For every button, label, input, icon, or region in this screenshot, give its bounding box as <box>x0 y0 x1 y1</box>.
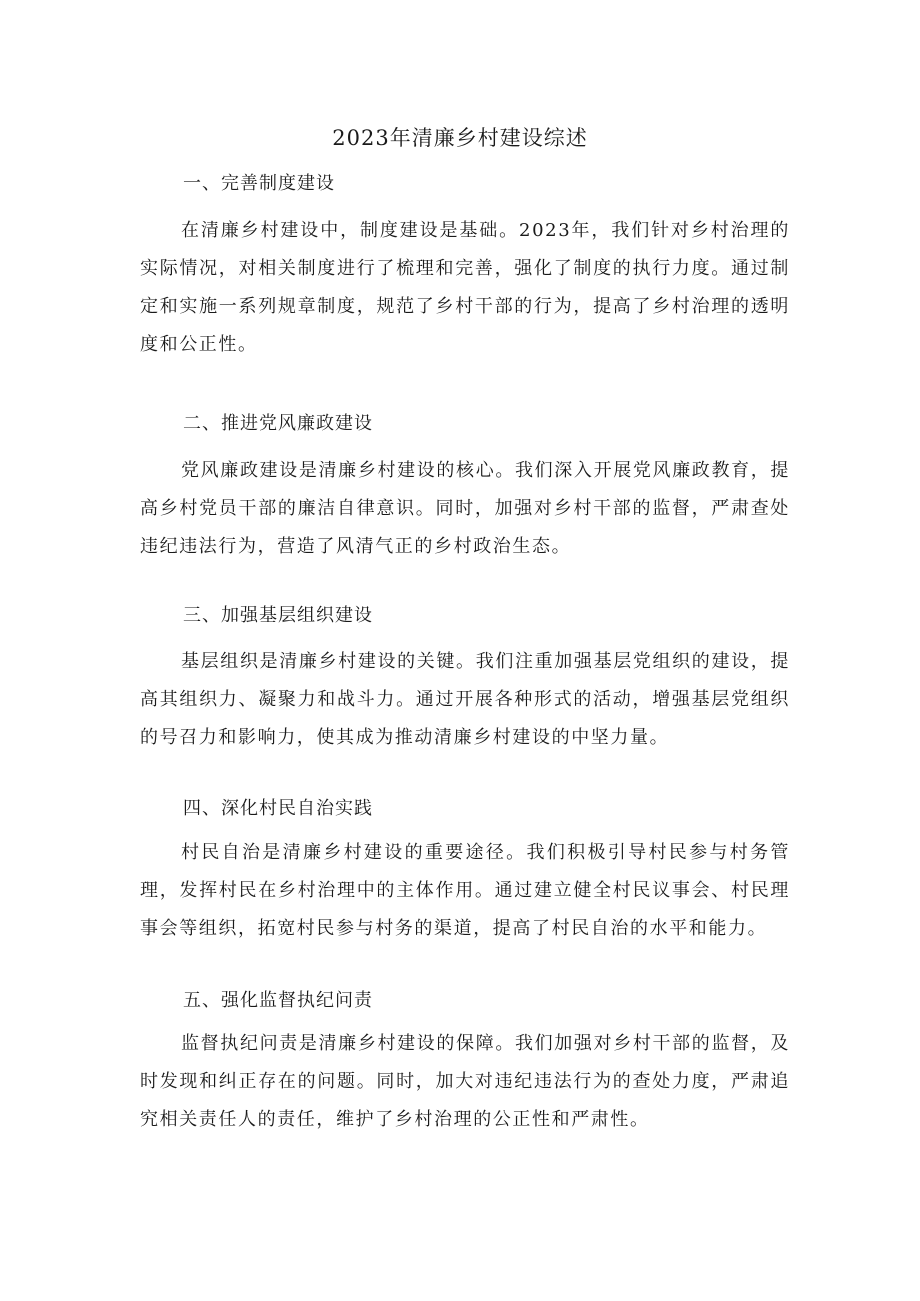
section-heading-5: 五、强化监督执纪问责 <box>183 990 373 1011</box>
section-body-1: 在清廉乡村建设中，制度建设是基础。2023年，我们针对乡村治理的实际情况，对相关制度进行了梳理和完善，强化了制度的执行力度。通过制定和实施一系列规章制度，规范了乡村干部的行为，提高了乡村治理的透明度和公正性。 <box>140 220 790 355</box>
section-body-5: 监督执纪问责是清廉乡村建设的保障。我们加强对乡村干部的监督，及时发现和纠正存在的问题。同时，加大对违纪违法行为的查处力度，严肃追究相关责任人的责任，维护了乡村治理的公正性和严肃性。 <box>140 1033 790 1130</box>
section-heading-2: 二、推进党风廉政建设 <box>183 413 373 434</box>
section-body-3: 基层组织是清廉乡村建设的关键。我们注重加强基层党组织的建设，提高其组织力、凝聚力和战斗力。通过开展各种形式的活动，增强基层党组织的号召力和影响力，使其成为推动清廉乡村建设的中坚力量。 <box>140 651 790 748</box>
section-body-4: 村民自治是清廉乡村建设的重要途径。我们积极引导村民参与村务管理，发挥村民在乡村治理中的主体作用。通过建立健全村民议事会、村民理事会等组织，拓宽村民参与村务的渠道，提高了村民自治的水平和能力。 <box>140 842 790 939</box>
section-heading-1: 一、完善制度建设 <box>183 173 335 194</box>
section-body-2: 党风廉政建设是清廉乡村建设的核心。我们深入开展党风廉政教育，提高乡村党员干部的廉洁自律意识。同时，加强对乡村干部的监督，严肃查处违纪违法行为，营造了风清气正的乡村政治生态。 <box>140 460 790 557</box>
section-heading-4: 四、深化村民自治实践 <box>183 798 373 819</box>
document-title: 2023年清廉乡村建设综述 <box>332 126 588 150</box>
section-heading-3: 三、加强基层组织建设 <box>183 605 373 626</box>
